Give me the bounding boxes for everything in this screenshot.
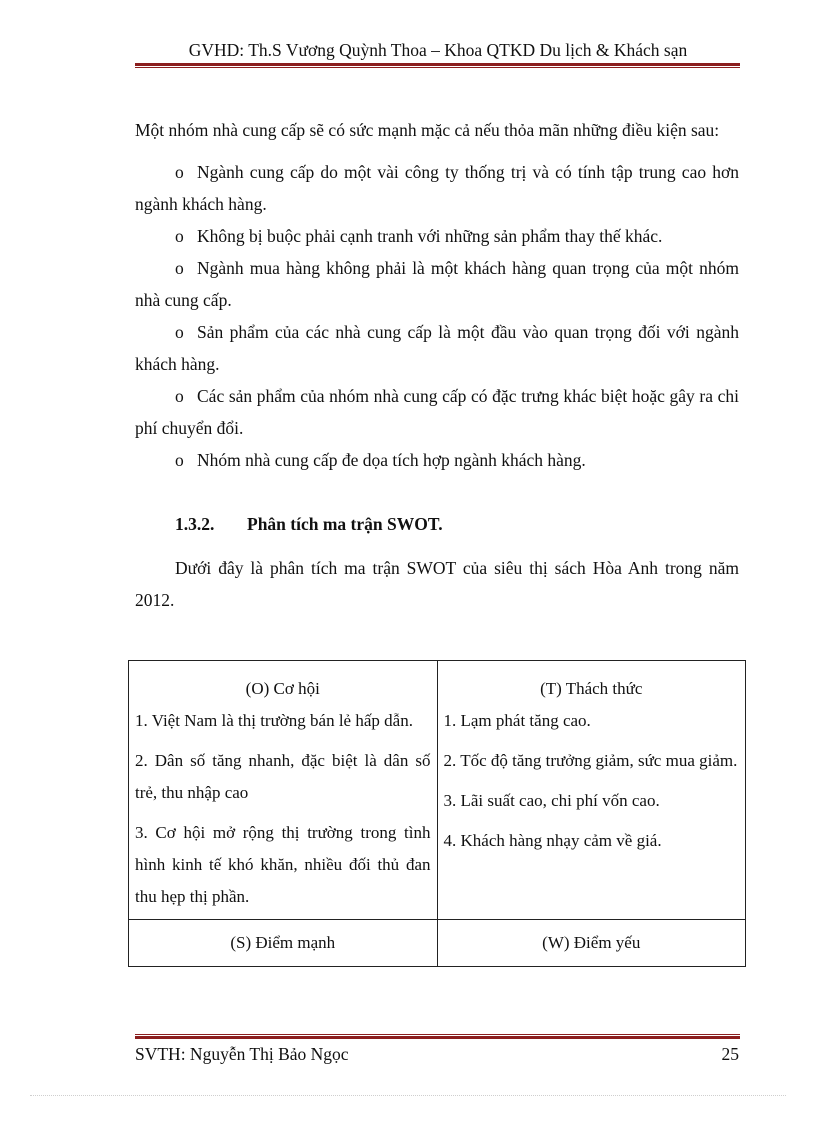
header-rule: [135, 63, 740, 68]
bullet-text: Ngành cung cấp do một vài công ty thống trị và có tính tập trung cao hơn ngành khách hàng.: [135, 162, 739, 214]
bullet-text: Sản phẩm của các nhà cung cấp là một đầu vào quan trọng đối với ngành khách hàng.: [135, 322, 739, 374]
weaknesses-title: (W) Điểm yếu: [437, 920, 746, 967]
bullet-mark: o: [175, 450, 184, 470]
body-content: [135, 114, 739, 616]
section-number: 1.3.2.: [175, 514, 215, 534]
swot-row-sw: [129, 920, 746, 967]
lead-paragraph: Dưới đây là phân tích ma trận SWOT của siêu thị sách Hòa Anh trong năm 2012.: [135, 558, 739, 610]
strengths-title: (S) Điểm mạnh: [129, 920, 438, 967]
section-heading: [135, 508, 739, 540]
threat-item: 2. Tốc độ tăng trưởng giảm, sức mua giảm.: [443, 751, 738, 770]
bullet-item: [135, 220, 739, 252]
opportunity-item: 3. Cơ hội mở rộng thị trường trong tình hình kinh tế khó khăn, nhiều đối thủ đan thu hẹp thị phần.: [135, 823, 431, 906]
bullet-mark: o: [175, 162, 184, 182]
header-text: GVHD: Th.S Vương Quỳnh Thoa – Khoa QTKD Du lịch & Khách sạn: [188, 40, 688, 60]
threat-item: 3. Lãi suất cao, chi phí vốn cao.: [443, 791, 660, 810]
footer-author: SVTH: Nguyễn Thị Bảo Ngọc: [135, 1044, 349, 1064]
page-bottom-divider: [30, 1095, 786, 1096]
bullet-text: Nhóm nhà cung cấp đe dọa tích hợp ngành khách hàng.: [197, 450, 586, 470]
opportunity-item: 2. Dân số tăng nhanh, đặc biệt là dân số trẻ, thu nhập cao: [135, 751, 431, 802]
bullet-item: [135, 316, 739, 380]
bullet-item: [135, 156, 739, 220]
threats-cell: [437, 661, 746, 920]
swot-row-ot: [129, 661, 746, 920]
intro-paragraph: Một nhóm nhà cung cấp sẽ có sức mạnh mặc cả nếu thỏa mãn những điều kiện sau:: [135, 120, 720, 140]
bullet-text: Không bị buộc phải cạnh tranh với những sản phẩm thay thế khác.: [197, 226, 663, 246]
threats-title: (T) Thách thức: [540, 679, 643, 698]
threat-item: 1. Lạm phát tăng cao.: [443, 711, 591, 730]
footer-rule-thick: [135, 1036, 740, 1039]
bullet-mark: o: [175, 386, 184, 406]
bullet-item: [135, 380, 739, 444]
footer-rule: [135, 1034, 740, 1039]
footer-bar: [135, 1043, 739, 1065]
section-title: Phân tích ma trận SWOT.: [247, 514, 443, 534]
header-rule-thick: [135, 63, 740, 66]
swot-table: [128, 660, 746, 967]
bullet-text: Ngành mua hàng không phải là một khách hàng quan trọng của một nhóm nhà cung cấp.: [135, 258, 739, 310]
opportunities-title: (O) Cơ hội: [245, 679, 320, 698]
footer-rule-thin: [135, 1034, 740, 1035]
page-number: 25: [721, 1044, 739, 1064]
bullet-mark: o: [175, 322, 184, 342]
header-rule-thin: [135, 67, 740, 68]
threat-item: 4. Khách hàng nhạy cảm về giá.: [443, 831, 662, 850]
bullet-item: [135, 252, 739, 316]
bullet-text: Các sản phẩm của nhóm nhà cung cấp có đặc trưng khác biệt hoặc gây ra chi phí chuyển đổi.: [135, 386, 739, 438]
bullet-mark: o: [175, 226, 184, 246]
bullet-mark: o: [175, 258, 184, 278]
opportunities-cell: [129, 661, 438, 920]
bullet-item: [135, 444, 739, 476]
opportunity-item: 1. Việt Nam là thị trường bán lẻ hấp dẫn.: [135, 711, 413, 730]
